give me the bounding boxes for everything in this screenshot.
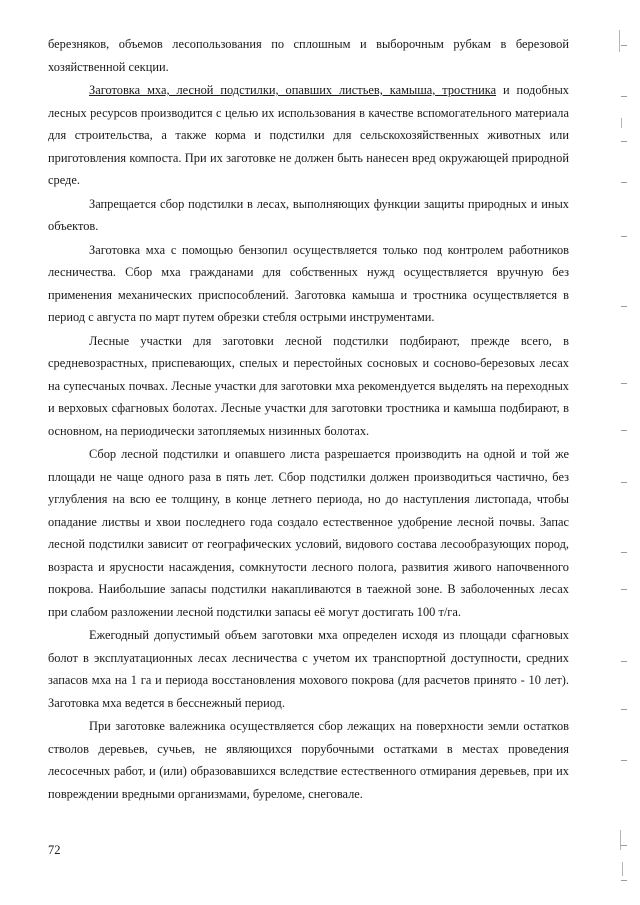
- paragraph: Заготовка мха с помощью бензопил осуществляется только под контролем работников лесничества. Сбор мха гражданами для собственных нужд осуществляется вручную без применения механических приспособлений. Заготовка камыша и тростника осуществляется в период с августа по март путем обрезки стебля острыми инструментами.: [48, 242, 569, 324]
- scan-mark: [621, 845, 627, 846]
- scan-mark: [621, 306, 627, 307]
- scan-mark: [620, 830, 621, 850]
- scan-mark: [621, 45, 627, 46]
- scan-mark: [621, 182, 627, 183]
- scan-mark: [621, 589, 627, 590]
- scan-mark: [621, 383, 627, 384]
- scan-mark: [621, 430, 627, 431]
- scan-mark: [621, 482, 627, 483]
- underlined-phrase: Заготовка мха, лесной подстилки, опавших листьев, камыша, тростника: [89, 83, 497, 97]
- scan-mark: [621, 661, 627, 662]
- paragraph: березняков, объемов лесопользования по сплошным и выборочным рубкам в березовой хозяйственной секции.: [48, 37, 569, 74]
- paragraph: При заготовке валежника осуществляется сбор лежащих на поверхности земли остатков стволов деревьев, сучьев, не являющихся порубочными остатками в местах проведения лесосечных работ, и (или) образовавшихся вследствие естественного отмирания деревьев, при их повреждении вредными организмами, буреломе, снеговале.: [48, 719, 569, 801]
- scan-mark: [621, 709, 627, 710]
- paragraph: Ежегодный допустимый объем заготовки мха определен исходя из площади сфагновых болот в эксплуатационных лесах лесничества с учетом их транспортной доступности, средних запасов мха на 1 га и периода восстановления мохового покрова (для расчетов принято - 10 лет). Заготовка мха ведется в бесснежный период.: [48, 628, 569, 710]
- scan-mark: [621, 118, 622, 128]
- scan-mark: [621, 141, 627, 142]
- paragraph: Сбор лесной подстилки и опавшего листа разрешается производить на одной и той же площади не чаще одного раза в пять лет. Сбор подстилки должен производиться частично, без углубления на всю ее толщину, в конце летнего периода, но до наступления листопада, чтобы опадание листвы и хвои последнего года создало естественное удобрение лесной почвы. Запас лесной подстилки зависит от географических условий, видового состава лесообразующих пород, возраста и ярусности насаждения, сомкнутости лесного полога, развития живого напочвенного покрова. Наибольшие запасы подстилки накапливаются в таежной зоне. В заболоченных лесах при слабом разложении лесной подстилки запасы её могут достигать 100 т/га.: [48, 447, 569, 619]
- scan-mark: [622, 862, 623, 876]
- scan-mark: [621, 96, 627, 97]
- paragraph-text: и подобных лесных ресурсов производится с целью их использования в качестве вспомогательного материала для строительства, а также корма и подстилки для сельскохозяйственных животных или приготовления компоста. При их заготовке не должен быть нанесен вред окружающей природной среде.: [48, 83, 569, 187]
- scan-mark: [621, 552, 627, 553]
- scan-mark: [621, 760, 627, 761]
- scan-mark: [619, 30, 620, 52]
- body-text: [48, 33, 569, 805]
- scan-mark: [621, 236, 627, 237]
- paragraph: Лесные участки для заготовки лесной подстилки подбирают, прежде всего, в средневозрастных, приспевающих, спелых и перестойных сосновых и сосново-березовых лесах на супесчаных почвах. Лесные участки для заготовки мха рекомендуется выделять на переходных и верховых сфагновых болотах. Лесные участки для заготовки тростника и камыша подбирают, в основном, на периодически затопляемых низинных болотах.: [48, 333, 569, 438]
- paragraph: Запрещается сбор подстилки в лесах, выполняющих функции защиты природных и иных объектов.: [48, 196, 569, 233]
- page-number: 72: [48, 843, 61, 857]
- scan-mark: [621, 880, 627, 881]
- paragraph: [48, 79, 569, 192]
